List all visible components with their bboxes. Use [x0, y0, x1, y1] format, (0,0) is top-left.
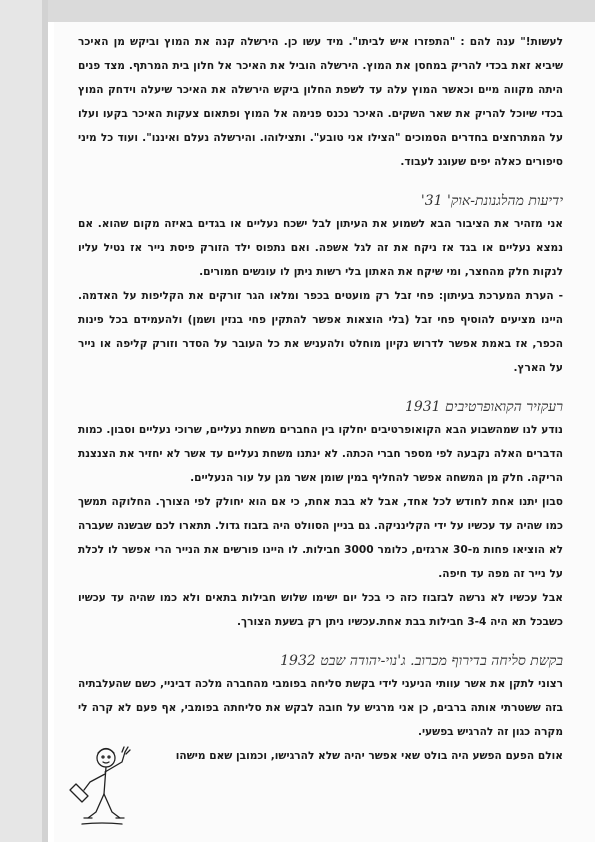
section-heading-cooperatives: רעקזיר הקואופרטיבים 1931 [404, 399, 563, 415]
scan-left-edge [0, 0, 48, 842]
paragraph-waste: אבל עכשיו לא נרשה לבזבוז כזה כי בכל יום ישימו שלוש חבילות בתאים ולא כמו שהיה עד עכשיו כשבכל תא היה 3-4 חבילות בבת אחת.עכשיו ניתן רק בשעת הצורך. [78, 592, 563, 628]
paragraph-story-ending: לעשות!" ענה להם : "התפזרו איש לביתו". מיד עשו כן. הירשלה קנה את המוץ וביקש מן האיכר שיביא זאת בכדי להריק במחסן את המוץ. הירשלה הוביל את האיכר אל חלון בית המרתף. מצד פנים היתה מקווה מיים וכאשר המוץ עלה עד לשפת החלון ביקש הירשלה את האיכר שיעלה וידחק המוץ בכדי שיוכל להריק את שאר השקים. האיכר נכנס פנימה אל המוץ ופתאום צעקות האיכר בקעו ועלו על המתרחצים בחדרים הסמוכים "הצילו אני טובע". ותצילוהו. והירשלה נעלם ואיננו". ועוד כל מיני סיפורים כאלה יפים שעוגנ לעבוד. [78, 36, 563, 168]
paragraph-apology: רצוני לתקן את אשר עוותי הניעני לידי בקשת סליחה בפומבי מהחברה מלכה דביניי, כשם שהעלבתיה בזה ששטרתי אותה ברבים, כן אני מרגיש על חובה לבקש את סליחתה בפומבי, אף פעם לא קרה לי מקרה כגון זה להרגיש בפשעי. [78, 678, 563, 738]
paragraph-apology-continued: אולם הפעם הפשע היה בולט שאי אפשר יהיה שלא להרגישו, וכמובן שאם מישהו [175, 750, 563, 762]
cartoon-figure-illustration [62, 738, 142, 830]
section-heading-news: ידיעות מהלגנונת-אוק' 31' [420, 193, 563, 209]
document-body [78, 30, 563, 768]
paragraph-soap: סבון יתנו אחת לחודש לכל אחד, אבל לא בבת אחת, כי אם הוא יחולק לפי הצורך. החלוקה תמשך כמו שהיה עד עכשיו על ידי הקלינניקה. גם בניין הסוולט היה בזבוז גדול. תתארו לכם שבשנה שעברה לא הוציאו פחות מ-30 ארגזים, כלומר 3000 חבילות. לו היינו פורשים את הנייר הרי אפשר לו לכלת על נייר זה מפה עד חיפה. [78, 496, 563, 580]
scan-top-edge [0, 0, 595, 22]
paragraph-shoe-polish: נודע לנו שמהשבוע הבא הקואופרטיבים יחלקו בין החברים משחת נעליים, שרוכי נעליים וסבון. כמות הדברים האלה נקבעה לפי מספר חברי הכתה. לא ינתנו משחת נעליים עד אשר לא יחזיר את הצנצנת הריקה. חלק מן המשחה אפשר להחליף במין שומן אשר מגן על עור הנעליים. [78, 424, 563, 484]
paragraph-editorial-note: - הערת המערכת בעיתון: פחי זבל רק מועטים בכפר ומלאו הגר זורקים את הקליפות על האדמה. היינו מציעים להוסיף פחי זבל (בלי הוצאות אפשר להתקין פחי בנזין ושמן) ולהעמידם בכל פינות הכפר, אז באמת אפשר לדרוש נקיון מוחלט ולהעניש את כל העובר על הסדר וזורק קליפה או נייר על הארץ. [78, 290, 563, 374]
section-heading-apology: בקשת סליחה בדירוף מכרוב. ג'נוי-יהודה שבט 1932 [280, 653, 563, 669]
paragraph-warning: אני מזהיר את הציבור הבא לשמוע את העיתון לבל ישכח נעליים או בגדים באיזה מקום שהוא. אם נמצא נעליים או בגד אז ניקח את זה לגל אשפה. ואם נתפוס ילד הזורק פיסת נייר אז נטיל עליו לנקות חלק מהחצר, ומי שיקח את האתון בלי רשות ניתן לו עונשים חמורים. [78, 218, 563, 278]
